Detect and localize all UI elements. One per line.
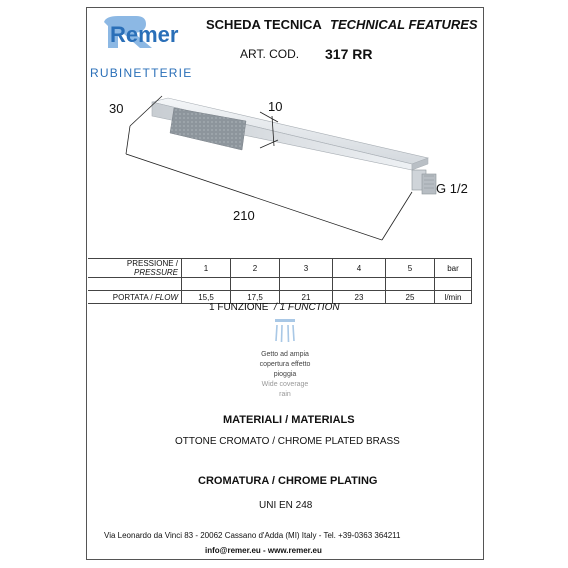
pressure-unit: bar <box>435 259 472 278</box>
pressure-label: PRESSIONE / PRESSURE <box>88 259 182 278</box>
materials-title: MATERIALI / MATERIALS <box>223 414 355 426</box>
product-drawing <box>86 88 486 248</box>
dimension-length: 210 <box>233 208 255 223</box>
flow-cell: 17,5 <box>231 291 280 304</box>
table-row <box>88 259 472 278</box>
rain-spray-icon <box>273 317 297 345</box>
title-english: TECHNICAL FEATURES <box>330 17 478 32</box>
pressure-cell: 3 <box>280 259 333 278</box>
flow-label: PORTATA / FLOW <box>88 291 182 304</box>
pressure-cell: 1 <box>182 259 231 278</box>
brand-subtitle: RUBINETTERIE <box>90 66 193 80</box>
function-description: Getto ad ampia copertura effetto pioggia Wide coverage rain <box>259 351 311 398</box>
remer-logo <box>96 12 192 62</box>
pressure-cell: 5 <box>386 259 435 278</box>
flow-cell: 25 <box>386 291 435 304</box>
title-italian: SCHEDA TECNICA <box>206 17 322 32</box>
thread-size: G 1/2 <box>436 181 468 196</box>
article-code-label: ART. COD. <box>240 47 300 61</box>
pressure-flow-table <box>88 258 472 304</box>
logo-text: Remer <box>110 22 179 47</box>
pressure-cell: 4 <box>333 259 386 278</box>
flow-unit: l/min <box>435 291 472 304</box>
company-contact: info@remer.eu - www.remer.eu <box>205 546 322 555</box>
dimension-width: 30 <box>109 101 124 116</box>
flow-cell: 23 <box>333 291 386 304</box>
dimension-thickness: 10 <box>268 99 283 114</box>
article-code: 317 RR <box>325 46 373 62</box>
table-row <box>88 278 472 291</box>
flow-cell: 21 <box>280 291 333 304</box>
shower-head-body <box>152 98 428 170</box>
company-address: Via Leonardo da Vinci 83 - 20062 Cassano d'Adda (MI) Italy - Tel. +39-0363 364211 <box>104 531 401 540</box>
materials-value: OTTONE CROMATO / CHROME PLATED BRASS <box>175 436 400 447</box>
plating-title: CROMATURA / CHROME PLATING <box>198 475 378 487</box>
flow-cell: 15,5 <box>182 291 231 304</box>
function-label: 1 FUNZIONE / 1 FUNCTION <box>209 302 340 313</box>
plating-value: UNI EN 248 <box>259 500 313 511</box>
threaded-connector <box>412 170 436 194</box>
pressure-cell: 2 <box>231 259 280 278</box>
